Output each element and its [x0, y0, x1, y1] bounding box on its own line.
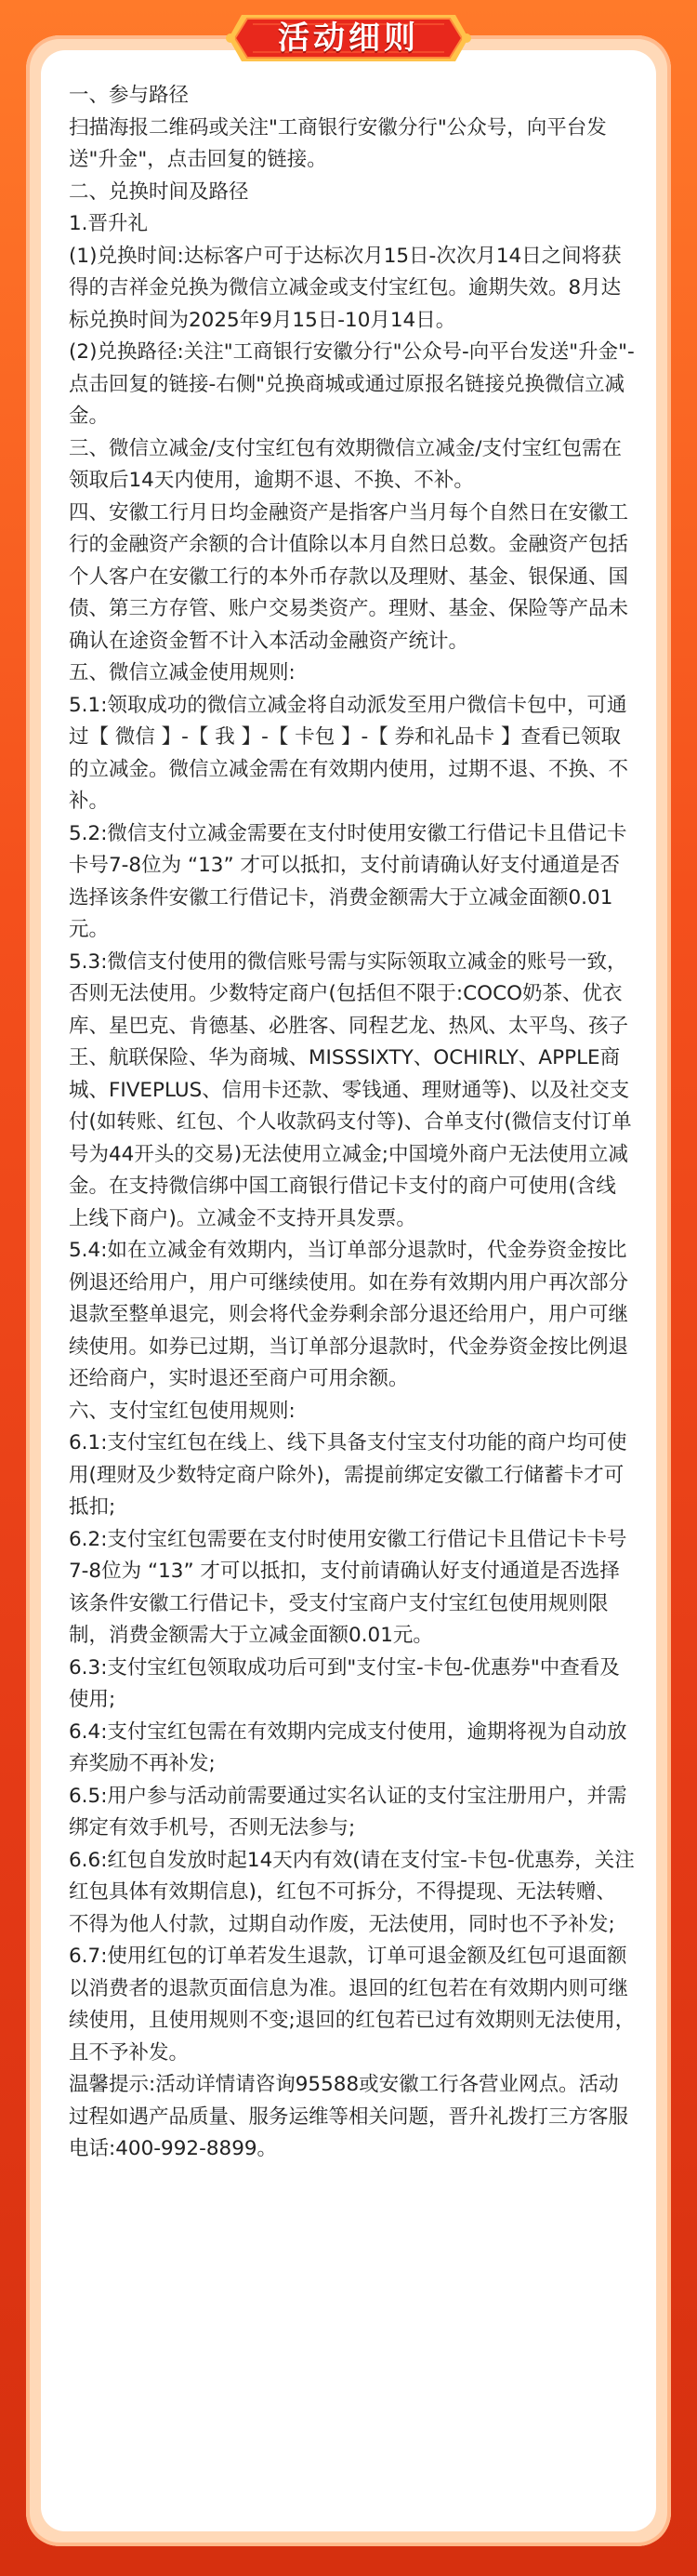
rule-6-3: 6.3:支付宝红包领取成功后可到"支付宝-卡包-优惠券"中查看及使用;: [69, 1655, 620, 1711]
rule-5-2: 5.2:微信支付立减金需要在支付时使用安徽工行借记卡且借记卡卡号7-8位为 “13” 才可以抵扣，支付前请确认好支付通道是否选择该条件安徽工行借记卡，消费金额需大于立减金面额0.01元。: [69, 821, 627, 941]
section-heading-participation: 一、参与路径: [69, 84, 190, 107]
rule-6-5: 6.5:用户参与活动前需要通过实名认证的支付宝注册用户，并需绑定有效手机号，否则无法参与;: [69, 1784, 627, 1839]
paragraph-exchange-time: (1)兑换时间:达标客户可于达标次月15日-次次月14日之间将获得的吉祥金兑换为微信立减金或支付宝红包。逾期失效。8月达标兑换时间为2025年9月15日-10月14日。: [69, 244, 622, 332]
rule-5-1: 5.1:领取成功的微信立减金将自动派发至用户微信卡包中，可通过【 微信 】-【 我 】-【 卡包 】-【 券和礼品卡 】查看已领取的立减金。微信立减金需在有效期内使用，过期不退、不换、不补。: [69, 693, 629, 813]
rule-6-4: 6.4:支付宝红包需在有效期内完成支付使用，逾期将视为自动放弃奖励不再补发;: [69, 1720, 627, 1775]
page-title: 活动细则: [278, 20, 419, 57]
rules-content: [69, 80, 636, 2166]
section-heading-exchange: 二、兑换时间及路径: [69, 179, 249, 204]
section-validity: 三、微信立减金/支付宝红包有效期微信立减金/支付宝红包需在领取后14天内使用，逾期不退、不换、不补。: [69, 436, 622, 492]
rule-5-4: 5.4:如在立减金有效期内，当订单部分退款时，代金券资金按比例退还给用户，用户可继续使用。如在券有效期内用户再次部分退款至整单退完，则会将代金券剩余部分退还给用户，用户可继续使用。如券已过期，当订单部分退款时，代金券资金按比例退还给商户，实时退还至商户可用余额。: [69, 1239, 629, 1390]
rule-5-3: 5.3:微信支付使用的微信账号需与实际领取立减金的账号一致，否则无法使用。少数特定商户(包括但不限于:COCO奶茶、优衣库、星巴克、肯德基、必胜客、同程艺龙、热风、太平鸟、孩子王、航联保险、华为商城、MISSSIXTY、OCHIRLY、APPLE商城、FIVEPLUS、信用卡还款、零钱通、理财通等)、以及社交支付(如转账、红包、个人收款码支付等)、合单支付(微信支付订单号为44开头的交易)无法使用立减金;中国境外商户无法使用立减金。在支持微信绑中国工商银行借记卡支付的商户可使用(含线上线下商户)。立减金不支持开具发票。: [69, 949, 632, 1230]
paragraph-participation-path: 扫描海报二维码或关注"工商银行安徽分行"公众号，向平台发送"升金"，点击回复的链接。: [69, 115, 607, 171]
title-banner: [225, 9, 472, 67]
warm-tip: 温馨提示:活动详情请咨询95588或安徽工行各营业网点。活动过程如遇产品质量、服务运维等相关问题，晋升礼拨打三方客服电话:400-992-8899。: [69, 2073, 629, 2160]
paragraph-exchange-path: (2)兑换路径:关注"工商银行安徽分行"公众号-向平台发送"升金"- 点击回复的链接-右侧"兑换商城或通过原报名链接兑换微信立减金。: [69, 340, 635, 428]
section-heading-wechat-rules: 五、微信立减金使用规则:: [69, 661, 296, 684]
section-heading-alipay-rules: 六、支付宝红包使用规则:: [69, 1399, 296, 1423]
rule-6-2: 6.2:支付宝红包需要在支付时使用安徽工行借记卡且借记卡卡号7-8位为 “13” 才可以抵扣，支付前请确认好支付通道是否选择该条件安徽工行借记卡，受支付宝商户支付宝红包使用规则限制，消费金额需大于立减金面额0.01元。: [69, 1527, 627, 1647]
rule-6-1: 6.1:支付宝红包在线上、线下具备支付宝支付功能的商户均可使用(理财及少数特定商户除外)，需提前绑定安徽工行储蓄卡才可抵扣;: [69, 1431, 627, 1519]
section-financial-assets: 四、安徽工行月日均金融资产是指客户当月每个自然日在安徽工行的金融资产余额的合计值除以本月自然日总数。金融资产包括个人客户在安徽工行的本外币存款以及理财、基金、银保通、国债、第三方存管、账户交易类资产。理财、基金、保险等产品未确认在途资金暂不计入本活动金融资产统计。: [69, 500, 629, 653]
rule-6-7: 6.7:使用红包的订单若发生退款，订单可退金额及红包可退面额以消费者的退款页面信息为准。退回的红包若在有效期内则可继续使用，且使用规则不变;退回的红包若已过有效期则无法使用，且不予补发。: [69, 1945, 636, 2065]
rule-6-6: 6.6:红包自发放时起14天内有效(请在支付宝-卡包-优惠券，关注红包具体有效期信息)，红包不可拆分，不得提现、无法转赠、不得为他人付款，过期自动作废，无法使用，同时也不予补发;: [69, 1848, 635, 1936]
subheading-promotion-gift: 1.晋升礼: [69, 212, 149, 235]
